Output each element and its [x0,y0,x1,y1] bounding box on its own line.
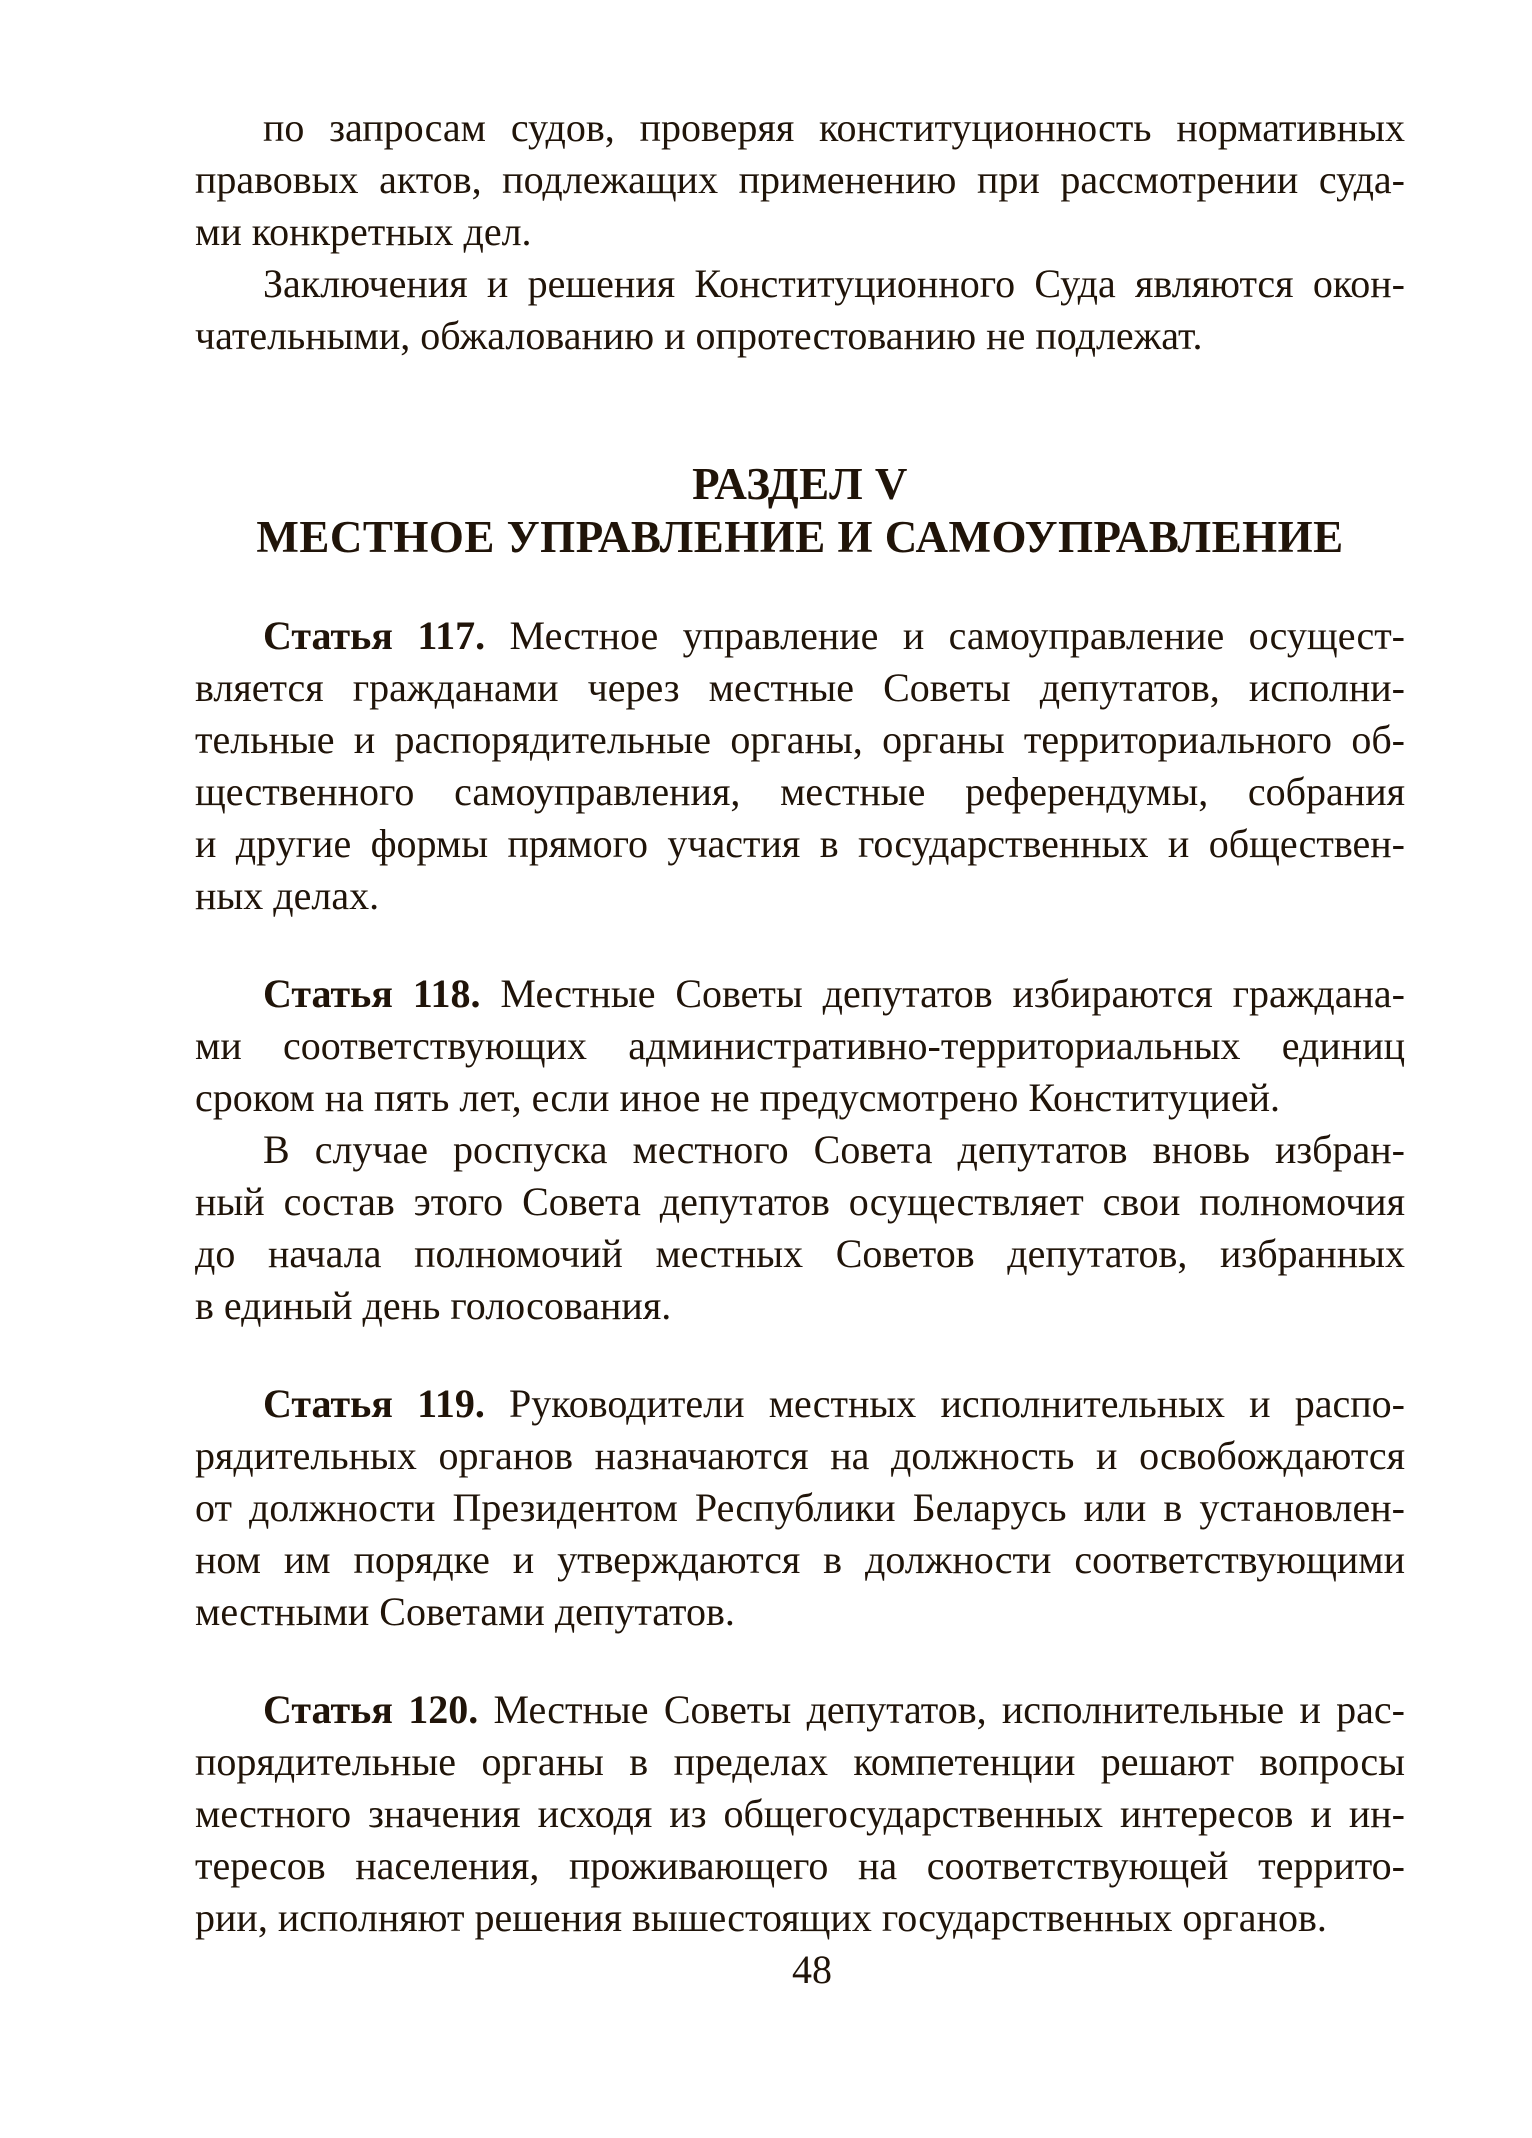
article-118 [195,968,1405,1124]
article-number: Статья 118. [263,971,481,1016]
article-number: Статья 117. [263,613,486,658]
text-line: Статья 118. Местные Советы депутатов избираются граждана- [263,971,1405,1016]
text-line: и другие формы прямого участия в государственных и обществен- [195,821,1405,866]
article-118-continuation [195,1124,1405,1332]
text-line: в единый день голосования. [195,1283,672,1328]
page-number: 48 [792,1947,832,1992]
article-120 [195,1684,1405,1944]
article-number: Статья 119. [263,1381,485,1426]
article-number: Статья 120. [263,1687,479,1732]
text-line: ный состав этого Совета депутатов осуществляет свои полномочия [195,1179,1405,1224]
text-block [195,102,1405,1944]
text-line: ми конкретных дел. [195,209,532,254]
text-line: местного значения исходя из общегосударственных интересов и ин- [195,1791,1405,1836]
text-line: по запросам судов, проверяя конституционность нормативных [263,105,1405,150]
text-line: Статья 117. Местное управление и самоуправление осущест- [263,613,1406,658]
text-line: чательными, обжалованию и опротестованию не подлежат. [195,313,1203,358]
paragraph-court-decisions-final [195,258,1405,362]
paragraph-constitutional-review [195,102,1405,258]
text-line: порядительные органы в пределах компетенции решают вопросы [195,1739,1405,1784]
text-line: местными Советами депутатов. [195,1589,735,1634]
text-line: рядительных органов назначаются на должность и освобождаются [195,1433,1405,1478]
text-line: ном им порядке и утверждаются в должности соответствующими [195,1537,1405,1582]
text-line: Статья 120. Местные Советы депутатов, исполнительные и рас- [263,1687,1406,1732]
text-line: вляется гражданами через местные Советы депутатов, исполни- [195,665,1405,710]
text-line: В случае роспуска местного Совета депутатов вновь избран- [263,1127,1405,1172]
text-line: ных делах. [195,873,380,918]
text-line: тельные и распорядительные органы, органы территориального об- [195,717,1405,762]
text-line: рии, исполняют решения вышестоящих государственных органов. [195,1895,1327,1940]
text-line: тересов населения, проживающего на соответствующей террито- [195,1843,1405,1888]
article-119 [195,1378,1405,1638]
text-line: сроком на пять лет, если иное не предусмотрено Конституцией. [195,1075,1280,1120]
text-line: от должности Президентом Республики Беларусь или в установлен- [195,1485,1405,1530]
text-line: щественного самоуправления, местные референдумы, собрания [195,769,1405,814]
text-line: ми соответствующих административно-территориальных единиц [195,1023,1405,1068]
text-line: МЕСТНОЕ УПРАВЛЕНИЕ И САМОУПРАВЛЕНИЕ [256,512,1344,562]
text-line: Заключения и решения Конституционного Суда являются окон- [263,261,1405,306]
text-line: правовых актов, подлежащих применению при рассмотрении суда- [195,157,1405,202]
article-117 [195,610,1405,922]
section-heading [195,458,1405,564]
text-line: до начала полномочий местных Советов депутатов, избранных [195,1231,1405,1276]
text-line: Статья 119. Руководители местных исполнительных и распо- [263,1381,1405,1426]
text-line: РАЗДЕЛ V [692,459,908,509]
